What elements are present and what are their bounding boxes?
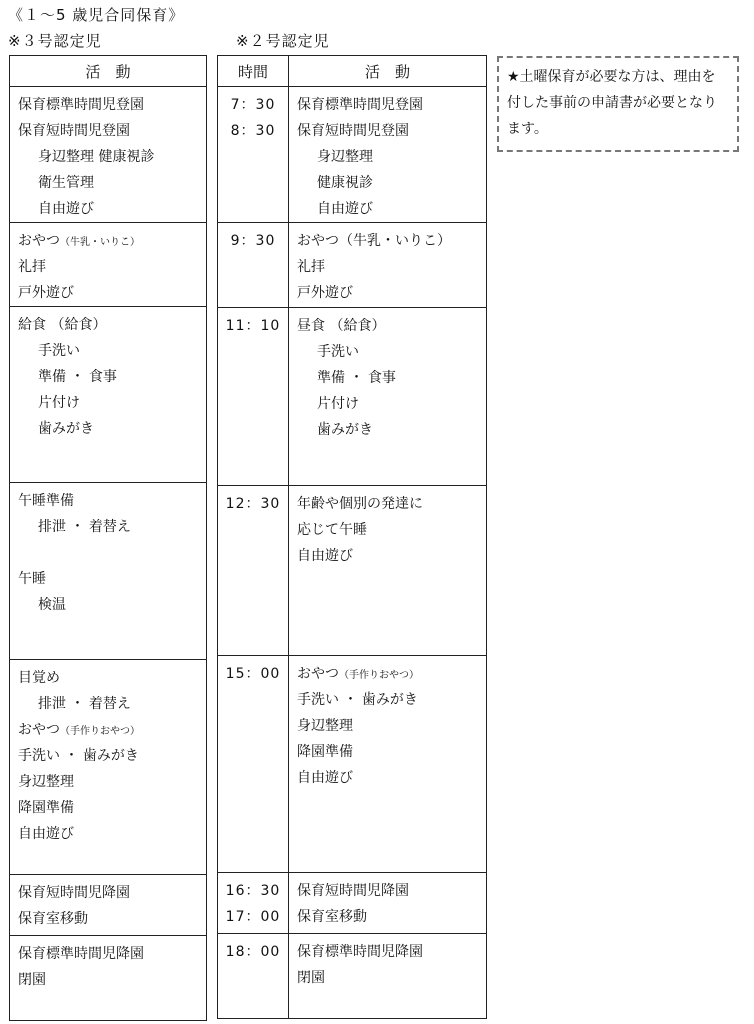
list-item: 午睡: [18, 571, 46, 587]
list-item: 自由遊び: [297, 770, 353, 786]
list-item: 準備 ・ 食事: [317, 370, 396, 386]
list-item: 自由遊び: [18, 826, 74, 842]
list-item: 戸外遊び: [18, 285, 74, 301]
list-item: 保育室移動: [297, 909, 367, 925]
type3-schedule-table: [9, 55, 207, 1021]
right-row-4: [289, 486, 486, 569]
left-row-3: [10, 307, 206, 442]
type2-heading: ※２号認定児: [236, 32, 330, 50]
list-item: 健康視診: [317, 175, 373, 191]
time-cell: [218, 486, 288, 517]
left-row-6: [10, 875, 206, 932]
list-item: 閉園: [18, 972, 46, 988]
right-row-6: [289, 873, 486, 930]
list-item: 排泄 ・ 着替え: [38, 519, 131, 535]
list-item: 保育短時間児降園: [18, 885, 130, 901]
list-item: 準備 ・ 食事: [38, 369, 117, 385]
time-cell: [218, 934, 288, 965]
time-value: 12：30: [225, 496, 281, 512]
list-item: 保育標準時間児降園: [297, 944, 423, 960]
time-value: 11：10: [225, 318, 281, 334]
time-cell: [218, 308, 288, 339]
right-row-1: [289, 87, 486, 222]
list-item: 排泄 ・ 着替え: [38, 696, 131, 712]
time-value: 17：00: [225, 909, 281, 925]
list-item: 保育短時間児降園: [297, 883, 409, 899]
list-item: おやつ（手作りおやつ）: [18, 722, 140, 738]
time-cell: [218, 656, 288, 687]
list-item: 歯みがき: [317, 422, 373, 438]
list-item: 手洗い ・ 歯みがき: [18, 748, 139, 764]
left-row-5: [10, 660, 206, 847]
list-item: 身辺整理: [18, 774, 74, 790]
list-item: 応じて午睡: [297, 522, 367, 538]
list-item: 自由遊び: [297, 548, 353, 564]
list-item: 衛生管理: [38, 175, 94, 191]
list-item: 自由遊び: [38, 201, 94, 217]
list-item: 保育標準時間児登園: [297, 97, 423, 113]
left-row-4: [10, 483, 206, 618]
list-item: おやつ（牛乳・いりこ）: [18, 233, 140, 249]
time-value: 8：30: [230, 123, 276, 139]
list-item: 降園準備: [297, 744, 353, 760]
left-row-7: [10, 936, 206, 993]
list-item: 保育室移動: [18, 911, 88, 927]
list-item: おやつ（手作りおやつ）: [297, 666, 419, 682]
left-row-2: [10, 223, 206, 306]
right-row-3: [289, 308, 486, 443]
list-item: 目覚め: [18, 670, 60, 686]
time-value: 7：30: [230, 97, 276, 113]
list-item: おやつ（牛乳・いりこ）: [297, 233, 451, 249]
list-item: 給食 （給食）: [18, 317, 107, 333]
list-item: 歯みがき: [38, 421, 94, 437]
left-header-activity: 活 動: [10, 56, 207, 87]
time-value: 18：00: [225, 944, 281, 960]
right-header-activity: 活 動: [289, 56, 487, 87]
page-title: 《１～5 歳児合同保育》: [8, 6, 185, 24]
list-item: 年齢や個別の発達に: [297, 496, 423, 512]
right-row-2: [289, 223, 486, 306]
time-value: 16：30: [225, 883, 281, 899]
list-item: 戸外遊び: [297, 285, 353, 301]
time-cell: [218, 87, 288, 144]
list-item: 身辺整理: [297, 718, 353, 734]
list-item: 片付け: [317, 396, 359, 412]
list-item: 保育標準時間児降園: [18, 946, 144, 962]
right-row-7: [289, 934, 486, 991]
right-row-5: [289, 656, 486, 791]
type2-schedule-table: [217, 55, 487, 1019]
left-row-1: [10, 87, 206, 222]
list-item: 保育標準時間児登園: [18, 97, 144, 113]
time-value: 9：30: [230, 233, 276, 249]
saturday-care-note: ★土曜保育が必要な方は、理由を付した事前の申請書が必要となります。: [497, 56, 739, 152]
list-item: 身辺整理 健康視診: [38, 149, 155, 165]
type3-heading: ※３号認定児: [8, 32, 102, 50]
list-item: 手洗い: [38, 343, 80, 359]
time-value: 15：00: [225, 666, 281, 682]
list-item: 身辺整理: [317, 149, 373, 165]
list-item: 手洗い ・ 歯みがき: [297, 692, 418, 708]
list-item: 閉園: [297, 970, 325, 986]
list-item: 保育短時間児登園: [18, 123, 130, 139]
list-item: 自由遊び: [317, 201, 373, 217]
list-item: 礼拝: [18, 259, 46, 275]
list-item: 降園準備: [18, 800, 74, 816]
list-item: 検温: [38, 597, 66, 613]
list-item: 片付け: [38, 395, 80, 411]
right-header-time: 時間: [218, 56, 289, 87]
time-cell: [218, 223, 288, 254]
list-item: 昼食 （給食）: [297, 318, 386, 334]
list-item: 礼拝: [297, 259, 325, 275]
list-item: 保育短時間児登園: [297, 123, 409, 139]
list-item: 手洗い: [317, 344, 359, 360]
time-cell: [218, 873, 288, 930]
list-item: 午睡準備: [18, 493, 74, 509]
